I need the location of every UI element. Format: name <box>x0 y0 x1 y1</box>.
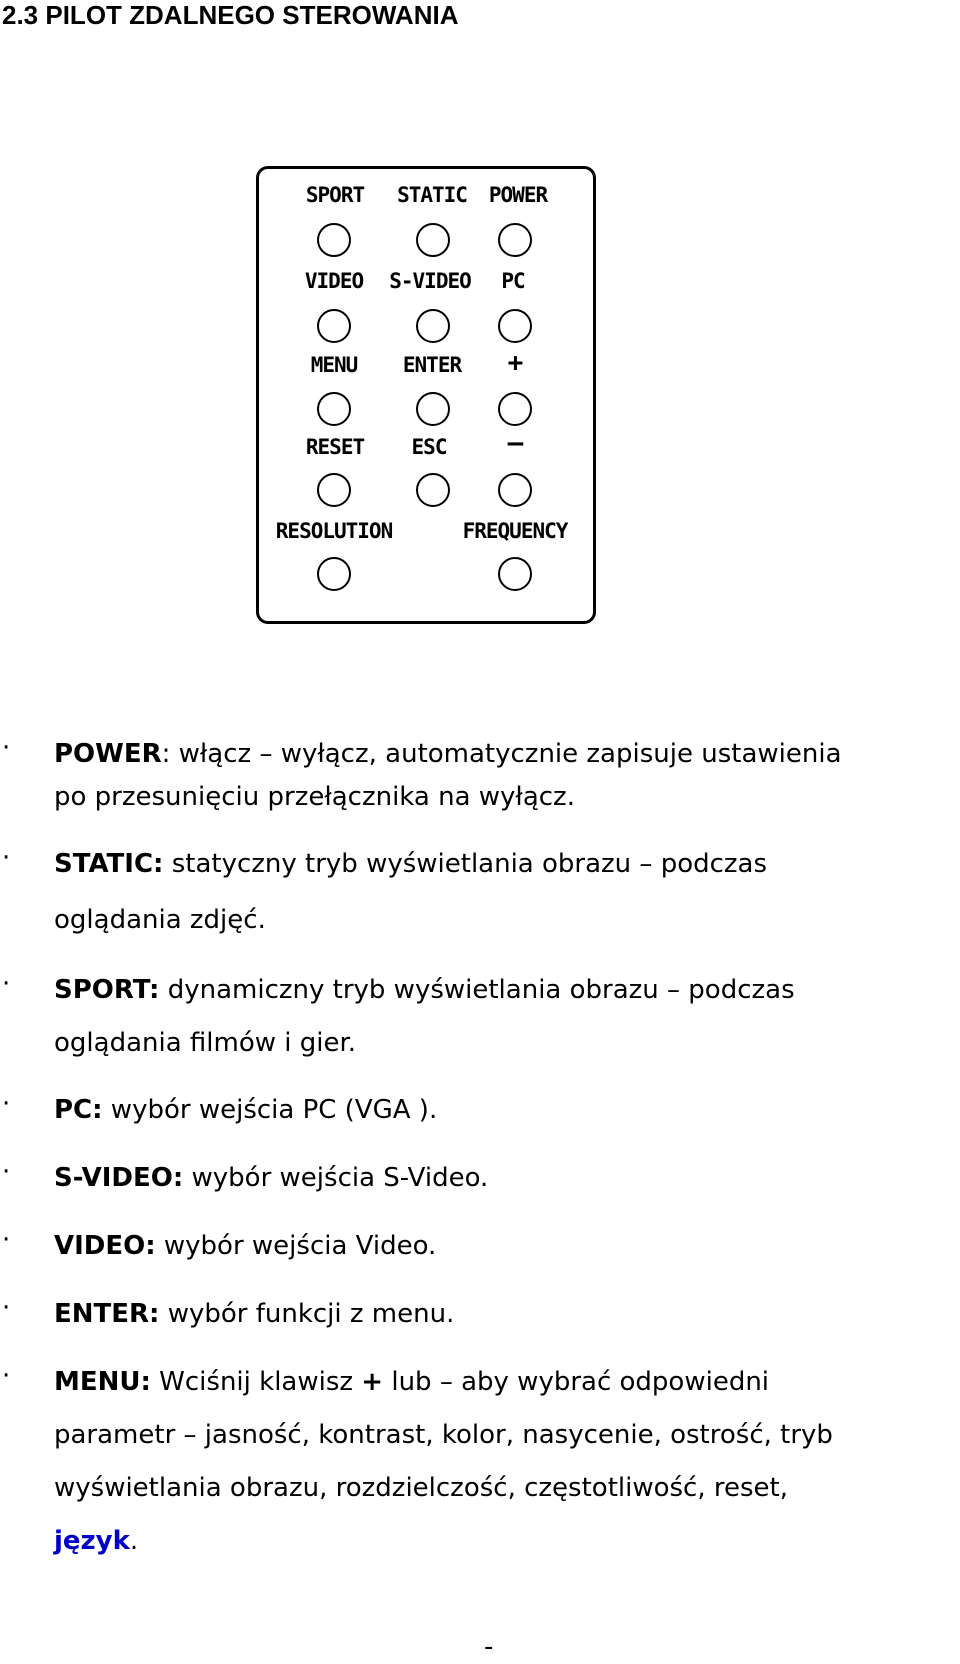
remote-control-diagram <box>256 166 596 624</box>
list-item-text <box>54 1220 954 1273</box>
description: statyczny tryb wyświetlania obrazu – podczas <box>163 849 768 879</box>
remote-label-resolution: RESOLUTION <box>275 519 393 543</box>
bullet: · <box>2 1361 11 1391</box>
description-tail: lub – aby wybrać odpowiedni <box>383 1367 770 1397</box>
remote-label-reset: RESET <box>305 435 365 459</box>
remote-label-power: POWER <box>488 183 548 207</box>
key-term: VIDEO: <box>54 1231 156 1261</box>
remote-button-plus <box>498 392 532 426</box>
remote-label-plus: + <box>507 348 523 378</box>
remote-label-enter: ENTER <box>402 353 462 377</box>
remote-label-s-video: S-VIDEO <box>389 269 471 293</box>
list-item-text <box>54 728 954 824</box>
description: : włącz – wyłącz, automatycznie zapisuje ustawienia <box>161 739 842 769</box>
remote-button-esc <box>416 473 450 507</box>
remote-button-sport <box>317 223 351 257</box>
description: wybór funkcji z menu. <box>159 1299 455 1329</box>
list-item-text <box>54 1288 954 1341</box>
remote-label-static: STATIC <box>397 183 467 207</box>
key-term: STATIC: <box>54 849 164 879</box>
remote-label-video: VIDEO <box>304 269 364 293</box>
list-item-text <box>54 964 954 1070</box>
description-cont: oglądania filmów i gier. <box>54 1028 357 1058</box>
key-term: SPORT: <box>54 975 160 1005</box>
bullet: · <box>2 1157 11 1187</box>
language-link[interactable]: język <box>54 1526 130 1556</box>
description-tail: . <box>129 1526 139 1556</box>
key-term: MENU: <box>54 1367 151 1397</box>
description: wybór wejścia PC (VGA ). <box>102 1095 438 1125</box>
remote-button-enter <box>416 392 450 426</box>
bullet: · <box>2 969 11 999</box>
bullet: · <box>2 733 11 763</box>
remote-button-pc <box>498 309 532 343</box>
bullet: · <box>2 1293 11 1323</box>
plus-key: + <box>361 1367 384 1397</box>
bullet: · <box>2 1089 11 1119</box>
remote-label-menu: MENU <box>310 353 358 377</box>
remote-label-pc: PC <box>501 269 525 293</box>
description-cont: oglądania zdjęć. <box>54 905 266 935</box>
remote-button-reset <box>317 473 351 507</box>
remote-label-minus: – <box>507 428 523 458</box>
key-term: PC: <box>54 1095 103 1125</box>
description: Wciśnij klawisz <box>150 1367 362 1397</box>
remote-label-esc: ESC <box>411 435 447 459</box>
description-cont: parametr – jasność, kontrast, kolor, nasycenie, ostrość, tryb <box>54 1420 833 1450</box>
list-item-text <box>54 838 954 947</box>
key-term: S-VIDEO: <box>54 1163 184 1193</box>
remote-button-menu <box>317 392 351 426</box>
remote-button-resolution <box>317 557 351 591</box>
section-heading: 2.3 PILOT ZDALNEGO STEROWANIA <box>2 0 459 30</box>
list-item-text <box>54 1356 954 1568</box>
page-marker: - <box>484 1632 494 1662</box>
remote-button-video <box>317 309 351 343</box>
key-term: POWER <box>54 739 162 769</box>
description: dynamiczny tryb wyświetlania obrazu – podczas <box>159 975 795 1005</box>
description-cont: wyświetlania obrazu, rozdzielczość, częstotliwość, reset, <box>54 1473 788 1503</box>
description: wybór wejścia Video. <box>155 1231 437 1261</box>
list-item-text <box>54 1152 954 1205</box>
remote-label-sport: SPORT <box>305 183 365 207</box>
remote-label-frequency: FREQUENCY <box>462 519 568 543</box>
description: wybór wejścia S-Video. <box>183 1163 489 1193</box>
remote-button-frequency <box>498 557 532 591</box>
remote-button-minus <box>498 473 532 507</box>
bullet: · <box>2 1225 11 1255</box>
description-cont: po przesunięciu przełącznika na wyłącz. <box>54 782 575 812</box>
remote-button-static <box>416 223 450 257</box>
list-item-text <box>54 1084 954 1137</box>
remote-button-s-video <box>416 309 450 343</box>
key-term: ENTER: <box>54 1299 160 1329</box>
bullet: · <box>2 843 11 873</box>
remote-button-power <box>498 223 532 257</box>
